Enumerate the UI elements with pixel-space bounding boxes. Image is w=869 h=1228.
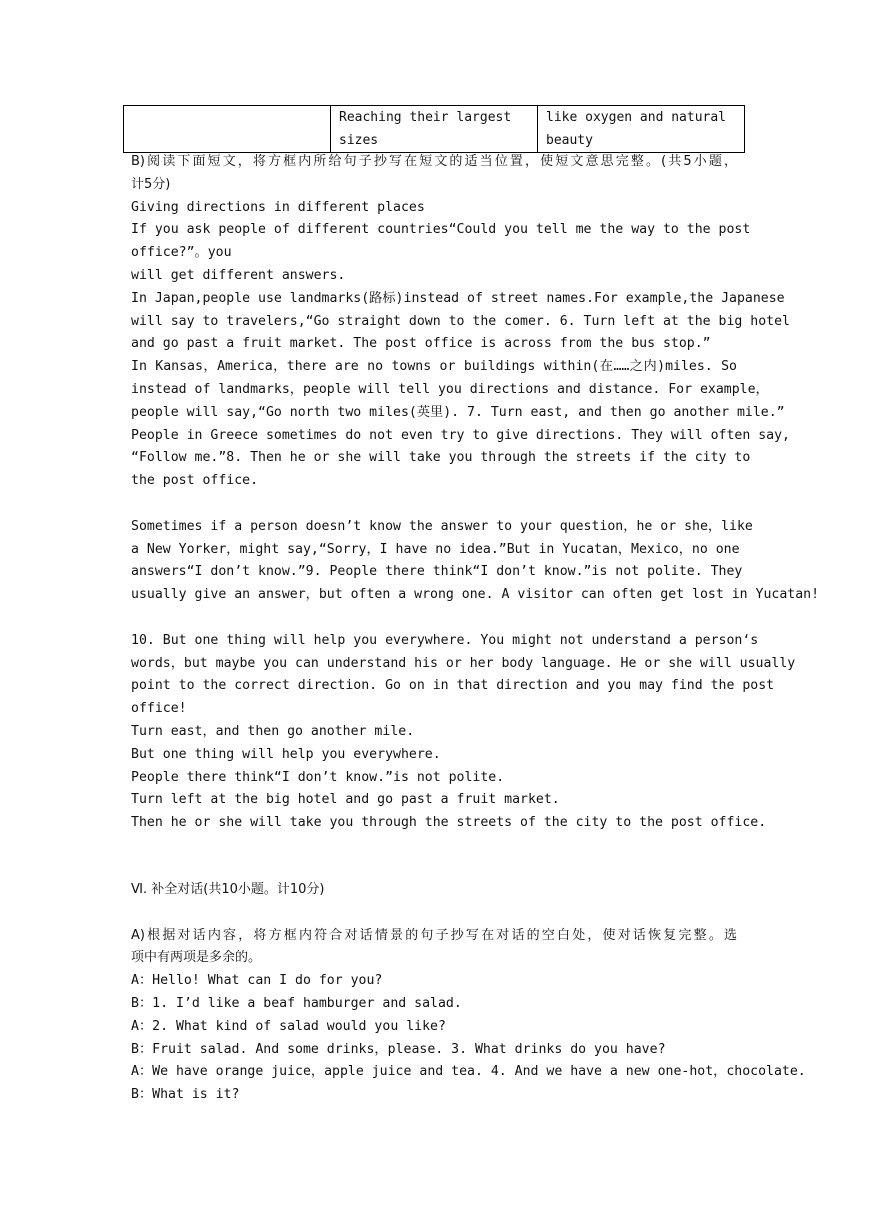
passage-line: People in Greece sometimes do not even try to give directions. They will often say, xyxy=(131,427,790,443)
passage-line: will say to travelers,“Go straight down to the comer. 6. Turn left at the big hotel xyxy=(131,313,790,329)
dialogue-line: B：Fruit salad. And some drinks，please. 3. What drinks do you have? xyxy=(131,1041,666,1057)
dialogue-line: A：We have orange juice，apple juice and tea. 4. And we have a new one-hot，chocolate. xyxy=(131,1064,806,1080)
passage-line: 10. But one thing will help you everywhere. You might not understand a person‘s xyxy=(131,632,759,648)
table-row xyxy=(124,106,745,153)
option-sentence: People there think“I don’t know.”is not polite. xyxy=(131,769,505,785)
option-sentence: Turn east，and then go another mile. xyxy=(131,723,415,739)
table-cell xyxy=(538,106,745,153)
table-cell-text: Reaching their largest xyxy=(339,110,512,125)
paragraph-gap xyxy=(131,902,737,925)
passage-title: Giving directions in different places xyxy=(131,199,425,215)
answer-table xyxy=(123,105,745,153)
passage-line: point to the correct direction. Go on in that direction and you may find the post xyxy=(131,678,775,694)
passage-line: people will say,“Go north two miles(英里). 7. Turn east, and then go another mile.” xyxy=(131,404,785,420)
option-sentence: Then he or she will take you through the streets of the city to the post office. xyxy=(131,815,767,831)
dialogue-line: B：What is it? xyxy=(131,1087,240,1103)
passage-line: a New Yorker，might say,“Sorry，I have no idea.”But in Yucatan，Mexico，no one xyxy=(131,541,740,557)
passage-line: “Follow me.”8. Then he or she will take you through the streets if the city to xyxy=(131,450,751,466)
table-cell-text: like oxygen and natural xyxy=(546,110,727,125)
section-b-instruction: 计5分) xyxy=(131,176,171,192)
passage-line: office?”。you xyxy=(131,245,232,261)
passage-line: In Japan,people use landmarks(路标)instead of street names.For example,the Japanese xyxy=(131,290,785,306)
section-b-instruction: B)阅读下面短文，将方框内所给句子抄写在短文的适当位置，使短文意思完整。(共5小题， xyxy=(131,154,737,169)
passage-line: answers“I don’t know.”9. People there think“I don’t know.”is not polite. They xyxy=(131,564,743,580)
section-vi-instruction: A)根据对话内容，将方框内符合对话情景的句子抄写在对话的空白处，使对话恢复完整。选 xyxy=(131,927,737,943)
paragraph-gap xyxy=(131,607,737,630)
passage-line: If you ask people of different countries“Could you tell me the way to the post xyxy=(131,222,751,238)
passage-line: usually give an answer，but often a wrong one. A visitor can often get lost in Yucatan! xyxy=(131,587,820,603)
passage-line: instead of landmarks，people will tell you directions and distance. For example， xyxy=(131,381,769,397)
passage-line: Sometimes if a person doesn’t know the answer to your question，he or she，like xyxy=(131,518,753,534)
passage-line: In Kansas，America，there are no towns or buildings within(在……之内)miles. So xyxy=(131,359,737,375)
passage-line: the post office. xyxy=(131,473,259,489)
table-cell-text: sizes xyxy=(339,133,379,148)
paragraph-gap xyxy=(131,493,737,516)
dialogue-line: A：2. What kind of salad would you like? xyxy=(131,1018,446,1034)
table-cell-text: beauty xyxy=(546,133,593,148)
passage-line: office! xyxy=(131,701,187,717)
passage-line: and go past a fruit market. The post office is across from the bus stop.” xyxy=(131,336,711,352)
passage-line: words，but maybe you can understand his or her body language. He or she will usually xyxy=(131,655,796,671)
table-cell-empty xyxy=(124,106,331,153)
dialogue-line: B：1. I’d like a beaf hamburger and salad. xyxy=(131,995,462,1011)
dialogue-line: A：Hello! What can I do for you? xyxy=(131,973,383,989)
option-sentence: Turn left at the big hotel and go past a fruit market. xyxy=(131,792,560,808)
option-sentence: But one thing will help you everywhere. xyxy=(131,746,441,762)
section-b xyxy=(131,151,820,835)
passage-line: will get different answers. xyxy=(131,267,346,283)
section-vi-instruction: 项中有两项是多余的。 xyxy=(131,950,262,966)
section-heading: Ⅵ. 补全对话(共10小题。计10分) xyxy=(131,882,325,897)
section-vi xyxy=(131,879,806,1107)
table-cell xyxy=(331,106,538,153)
